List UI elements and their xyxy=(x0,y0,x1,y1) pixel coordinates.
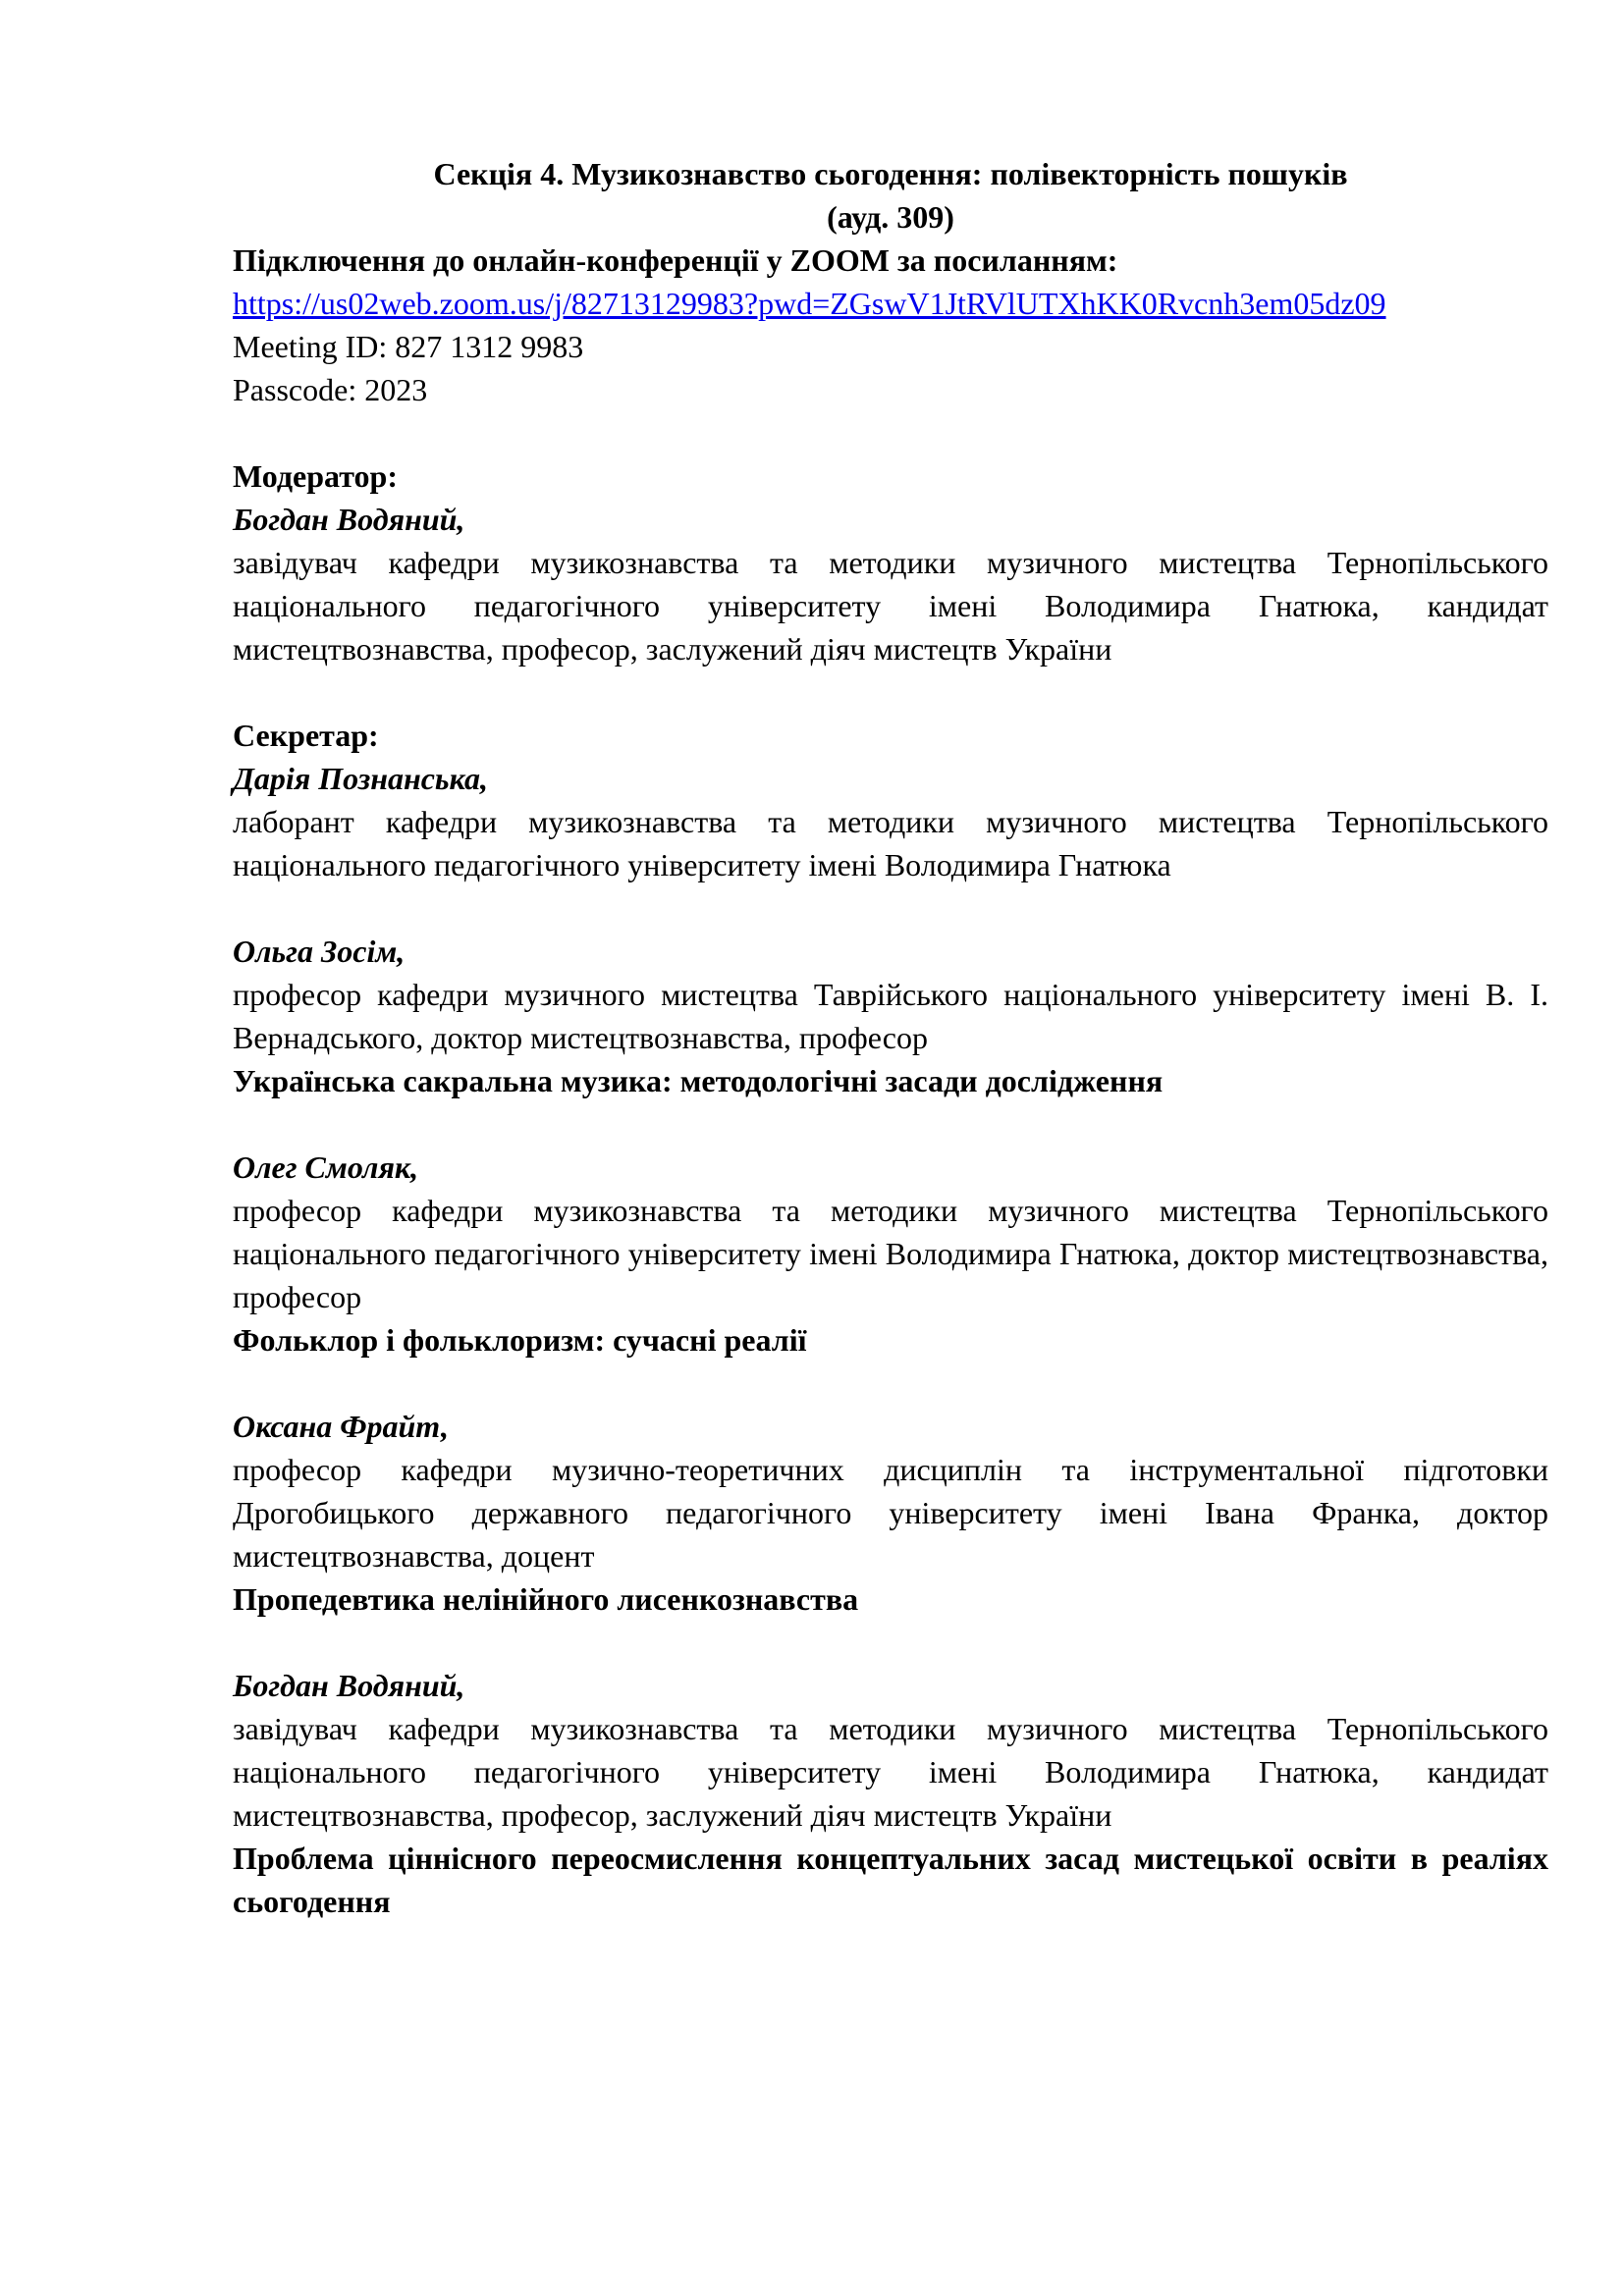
spacer xyxy=(233,670,1548,714)
speaker-entry xyxy=(233,930,1548,1102)
secretary-name: Дарія Познанська, xyxy=(233,761,488,796)
zoom-heading: Підключення до онлайн-конференції у ZOOM за посиланням: xyxy=(233,242,1118,278)
spacer xyxy=(233,886,1548,930)
speaker-description: професор кафедри музично-теоретичних дисциплін та інструментальної підготовки Дрогобицького державного педагогічного університету імені Івана Франка, доктор мистецтвознавства, доцент xyxy=(233,1452,1548,1574)
speaker-topic: Українська сакральна музика: методологічні засади дослідження xyxy=(233,1063,1164,1098)
speaker-name: Богдан Водяний, xyxy=(233,1668,465,1703)
meeting-id: Meeting ID: 827 1312 9983 xyxy=(233,329,584,364)
speaker-name: Олег Смоляк, xyxy=(233,1149,419,1185)
speaker-description: завідувач кафедри музикознавства та методики музичного мистецтва Тернопільського національного педагогічного університету імені Володимира Гнатюка, кандидат мистецтвознавства, професор, заслужений діяч мистецтв України xyxy=(233,1711,1548,1833)
zoom-link[interactable]: https://us02web.zoom.us/j/82713129983?pwd=ZGswV1JtRVlUTXhKK0Rvcnh3em05dz09 xyxy=(233,286,1386,321)
speaker-topic: Проблема ціннісного переосмислення концептуальних засад мистецької освіти в реаліях сьогодення xyxy=(233,1841,1548,1919)
section-title: Секція 4. Музикознавство сьогодення: полівекторність пошуків xyxy=(433,156,1348,191)
moderator-description: завідувач кафедри музикознавства та методики музичного мистецтва Тернопільського національного педагогічного університету імені Володимира Гнатюка, кандидат мистецтвознавства, професор, заслужений діяч мистецтв України xyxy=(233,545,1548,667)
speaker-topic: Пропедевтика нелінійного лисенкознавства xyxy=(233,1581,859,1617)
page-content xyxy=(233,152,1548,1923)
speaker-name: Ольга Зосім, xyxy=(233,934,406,969)
spacer xyxy=(233,1102,1548,1146)
moderator-name: Богдан Водяний, xyxy=(233,502,465,537)
secretary-label: Секретар: xyxy=(233,718,379,753)
speaker-name: Оксана Фрайт, xyxy=(233,1409,449,1444)
passcode: Passcode: 2023 xyxy=(233,372,428,407)
speaker-description: професор кафедри музичного мистецтва Таврійського національного університету імені В. І. Вернадського, доктор мистецтвознавства, професор xyxy=(233,977,1548,1055)
spacer xyxy=(233,1621,1548,1664)
spacer xyxy=(233,411,1548,454)
speaker-entry xyxy=(233,1146,1548,1362)
moderator-label: Модератор: xyxy=(233,458,398,494)
secretary-description: лаборант кафедри музикознавства та методики музичного мистецтва Тернопільського національного педагогічного університету імені Володимира Гнатюка xyxy=(233,804,1548,882)
speaker-entry xyxy=(233,1405,1548,1621)
section-room: (ауд. 309) xyxy=(827,199,954,235)
speaker-description: професор кафедри музикознавства та методики музичного мистецтва Тернопільського національного педагогічного університету імені Володимира Гнатюка, доктор мистецтвознавства, професор xyxy=(233,1193,1548,1314)
speaker-entry xyxy=(233,1664,1548,1923)
spacer xyxy=(233,1362,1548,1405)
speaker-topic: Фольклор і фольклоризм: сучасні реалії xyxy=(233,1322,807,1358)
